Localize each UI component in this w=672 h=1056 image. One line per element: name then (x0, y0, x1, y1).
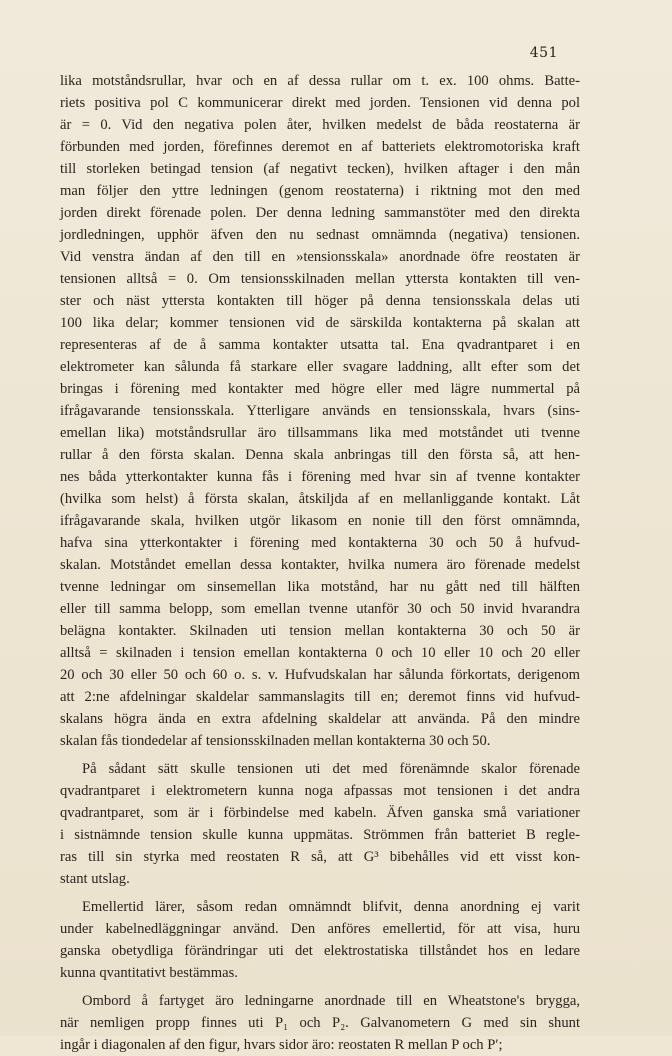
text-line: ingår i diagonalen af den figur, hvars sidor äro: reostaten R mellan P och P′; (60, 1037, 503, 1053)
paragraph (60, 896, 580, 984)
text-line: skalans högra ända en extra afdelning skaldelar att använda. På den mindre (60, 711, 580, 727)
text-line: alltså = skilnaden i tension emellan kontakterna 0 och 10 eller 10 och 20 eller (60, 645, 580, 661)
text-line: ganska obetydliga förändringar uti det elektrostatiska tillståndet hos en ledare (60, 943, 580, 959)
text-line: lika motståndsrullar, hvar och en af dessa rullar om t. ex. 100 ohms. Batte- (60, 73, 580, 89)
text-line: belägna kontakter. Skilnaden uti tension mellan kontakterna 30 och 50 är (60, 623, 580, 639)
text-line: ras till sin styrka med reostaten R så, att G³ bibehålles vid ett visst kon- (60, 849, 580, 865)
text-line: hafva sina ytterkontakter i förening med kontakterna 30 och 50 å hufvud- (60, 535, 580, 551)
text-line: nes båda ytterkontakter kunna fås i förening med hvar sin af tvenne kontakter (60, 469, 580, 485)
text-line: till storleken betingad tension (af negativt tecken), hvilken aftager i den mån (60, 161, 580, 177)
page-number: 451 (529, 45, 558, 61)
text-line: är = 0. Vid den negativa polen åter, hvilken medelst de båda reostaterna är (60, 117, 580, 133)
text-line: qvadrantparet, som är i förbindelse med kabeln. Äfven ganska små variationer (60, 805, 580, 821)
text-line: ifrågavarande tensionsskala. Ytterligare används en tensionsskala, hvars (sins- (60, 403, 580, 419)
text-line: Emellertid lärer, såsom redan omnämndt blifvit, denna anordning ej varit (82, 899, 580, 915)
text-line: skalan. Motståndet emellan dessa kontakter, hvilka numera äro förenade medelst (60, 557, 580, 573)
text-line: rullar å den första skalan. Denna skala anbringas till den första så, att hen- (60, 447, 580, 463)
text-line: Ombord å fartyget äro ledningarne anordnade till en Wheatstone's brygga, (82, 993, 580, 1009)
text-line: kunna qvantitativt bestämmas. (60, 965, 238, 981)
text-line: (hvilka som helst) å första skalan, åtskiljda af en mellanliggande kontakt. Låt (60, 491, 580, 507)
text-line: stant utslag. (60, 871, 130, 887)
text-line: emellan lika) motståndsrullar äro tillsammans lika med motståndet uti tvenne (60, 425, 580, 441)
text-line: tensionen alltså = 0. Om tensionsskilnaden mellan yttersta kontakten till ven- (60, 271, 580, 287)
body-text (60, 70, 580, 1056)
text-line: ifrågavarande skala, hvilken utgör likasom en nonie till den först omnämnda, (60, 513, 580, 529)
text-line: att 2:ne afdelningar skaldelar sammanslagits till en; deremot finns vid hufvud- (60, 689, 580, 705)
text-line: tvenne ledningar om sinsemellan lika motstånd, har nu gått ned till hälften (60, 579, 580, 595)
text-line: under kabelnedläggningar använd. Den anföres emellertid, för att visa, huru (60, 921, 580, 937)
text-line: i sistnämnde tension skulle kunna uppmätas. Strömmen från batteriet B regle- (60, 827, 580, 843)
text-line: förbunden med jorden, förefinnes deremot en af batteriets elektromotoriska kraft (60, 139, 580, 155)
text-line: elektrometer kan sålunda få starkare eller svagare laddning, allt efter som det (60, 359, 580, 375)
paragraph (60, 758, 580, 890)
text-line: 20 och 30 eller 50 och 60 o. s. v. Hufvudskalan har sålunda förkortats, derigenom (60, 667, 580, 683)
text-line: eller till samma belopp, som emellan tvenne utanför 30 och 50 invid hvarandra (60, 601, 580, 617)
text-line: skalan fås tiondedelar af tensionsskilnaden mellan kontakterna 30 och 50. (60, 733, 491, 749)
paragraph (60, 70, 580, 752)
text-line: jorden direkt förenade polen. Der denna ledning sammanstöter med den direkta (60, 205, 580, 221)
text-line: man följer den yttre ledningen (genom reostaterna) i riktning mot den med (60, 183, 580, 199)
text-line: 100 lika delar; kommer tensionen vid de särskilda kontakterna på skalan att (60, 315, 580, 331)
text-line: bringas i förening med kontakter med högre eller med lägre nummertal på (60, 381, 580, 397)
text-line: representeras af de å samma kontakter utsatta tal. Ena qvadrantparet i en (60, 337, 580, 353)
text-line: qvadrantparet i elektrometern kunna noga afpassas mot tensionen i det andra (60, 783, 580, 799)
text-line: På sådant sätt skulle tensionen uti det med förenämnde skalor förenade (82, 761, 580, 777)
text-line: ster och näst yttersta kontakten till höger på denna tensionsskala delas uti (60, 293, 580, 309)
text-line: Vid venstra ändan af den till en »tensionsskala» anordnade öfre reostaten är (60, 249, 580, 265)
text-line: jordledningen, upphör äfven den nu sednast omnämnda (negativa) tensionen. (60, 227, 580, 243)
text-line: riets positiva pol C kommunicerar direkt med jorden. Tensionen vid denna pol (60, 95, 580, 111)
paragraph (60, 990, 580, 1056)
text-line: när nemligen propp finnes uti P₁ och P₂. Galvanometern G med sin shunt (60, 1015, 580, 1031)
